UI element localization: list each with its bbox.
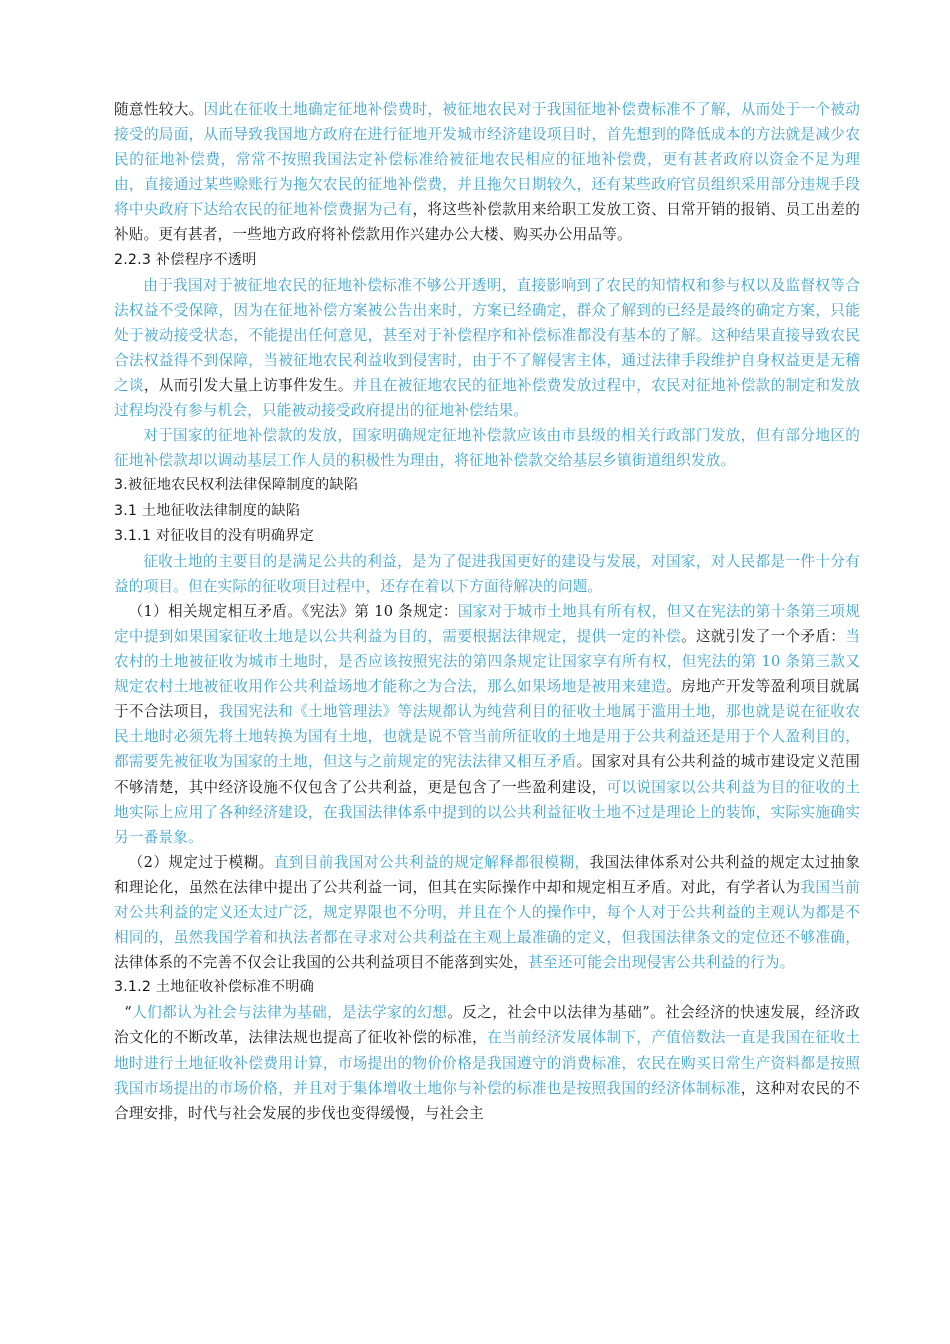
heading-3: 3.被征地农民权利法律保障制度的缺陷 (114, 477, 359, 494)
text-run: “ (124, 1004, 132, 1022)
text-run: 法律体系的不完善不仅会让我国的公共利益项目不能落到实处， (114, 954, 529, 972)
text-run: 我国法律体系对公共利益的规定太过抽象和理论化，虽然在法律中提出了公共利益一词，但其在实际操作中却和规定相互矛盾 (114, 853, 860, 896)
paragraph-6 (114, 850, 860, 975)
text-run: ，将这些补偿款用来给职工发放工资、日常开销的报销、员工出差的补贴。更有甚者，一些地方政府将补偿款用作兴建办公大楼、购买办公用品等。 (114, 201, 860, 244)
highlighted-text-run: 由于我国对于被征地农民的征地补偿标准不够公开透明，直接影响到了农民的知情权和参与权以及监督权等合法权益不受保障，因为在征地补偿方案被公告出来时，方案已经确定，群众了解到的已经是最终的确定方案，只能处于被动接受状态，不能提出任何意见，甚至对于补偿程序和补偿标准都没有基本的了解。这种结果直接导致农民合法权益得不到保障，当被征地农民利益收到侵害时，由于不了解侵害主体，通过法律手段维护自身权益更是无稽之谈 (114, 276, 860, 395)
document-page (114, 97, 860, 1126)
highlighted-text-run: 人们都认为社会与法律为基础，是法学家的幻想 (131, 1004, 448, 1022)
text-run: （1）相关规定相互矛盾。《宪法》第 10 条规定： (128, 602, 458, 620)
text-run: 。国家对具有公共利益的城市建设定义范围不够清楚，其中经济设施不仅包含了公共利益，更是包含了一些盈利建设， (114, 753, 860, 796)
highlighted-text-run: 可以说国家以公共利益为目的征收的土地实际上应用了各种经济建设，在我国法律体系中提到的以公共利益征收土地不过是理论上的装饰，实际实施确实另一番景象。 (114, 778, 860, 846)
text-run: 。房地产开发等盈利项目就属于不合法项目， (114, 678, 861, 721)
text-run: （2）规定过于模糊。 (128, 853, 274, 871)
heading-3-1-2: 3.1.2 土地征收补偿标准不明确 (114, 979, 315, 996)
highlighted-text-run: 国家对于城市土地具有所有权，但又在宪法的第十条第三项规定中提到如果国家征收土地是以公共利益为目的，需要根据法律规定，提供一定的补偿 (114, 602, 861, 645)
highlighted-text-run: 因此在征收土地确定征地补偿费时，被征地农民对于我国征地补偿费标准不了解，从而处于一个被动接受的局面，从而导致我国地方政府在进行征地开发城市经济建设项目时，首先想到的降低成本的方法就是减少农民的征地补偿费，常常不按照我国法定补偿标准给被征地农民相应的征地补偿费，更有甚者政府以资金不足为理由，直接通过某些赊账行为拖欠农民的征地补偿费，并且拖欠日期较久，还有某些政府官员组织采用部分违规手段将中央政府下达给农民的征地补偿费据为己有 (114, 101, 861, 219)
paragraph-2 (114, 273, 860, 424)
text-run: 。对此，有学者认为 (666, 878, 801, 896)
paragraph-4 (114, 549, 860, 599)
highlighted-text-run: 在当前经济发展体制下，产值倍数法一直是我国在征收土地时进行土地征收补偿费用计算，市场提出的物价价格是我国遵守的消费标准，农民在购买日常生产资料都是按照我国市场提出的市场价格，并且对于集体增收土地你与补偿的标准也是按照我国的经济体制标准 (114, 1029, 860, 1097)
heading-3-1: 3.1 土地征收法律制度的缺陷 (114, 502, 301, 519)
paragraph-3 (114, 423, 860, 473)
heading-3-1-1: 3.1.1 对征收目的没有明确界定 (114, 527, 315, 544)
highlighted-text-run: 对于国家的征地补偿款的发放，国家明确规定征地补偿款应该由市县级的相关行政部门发放，但有部分地区的征地补偿款却以调动基层工作人员的积极性为理由，将征地补偿款交给基层乡镇街道组织发放。 (114, 427, 860, 470)
highlighted-text-run: 直到目前我国对公共利益的规定解释都很模糊， (273, 853, 590, 871)
highlighted-text-run: 征收土地的主要目的是满足公共的利益，是为了促进我国更好的建设与发展，对国家，对人民都是一件十分有益的项目。但在实际的征收项目过程中，还存在着以下方面待解决的问题。 (114, 552, 860, 595)
text-run: 随意性较大。 (114, 101, 204, 118)
highlighted-text-run: 当农村的土地被征收为城市土地时，是否应该按照宪法的第四条规定让国家享有所有权，但宪法的第 10 条第三款又规定农村土地被征收用作公共利益场地才能称之为合法，那么如果场地是被用来建造 (114, 627, 861, 696)
highlighted-text-run: 并且在被征地农民的征地补偿费发放过程中，农民对征地补偿款的制定和发放过程均没有参与机会，只能被动接受政府提出的征地补偿结果。 (114, 377, 861, 420)
paragraph-7 (114, 1000, 860, 1125)
text-run: 。这就引发了一个矛盾： (681, 627, 846, 645)
highlighted-text-run: 甚至还可能会出现侵害公共利益的行为。 (528, 954, 795, 972)
text-run: 。反之，社会中以法律为基础”。社会经济的快速发展，经济政治文化的不断改革，法律法规也提高了征收补偿的标准， (114, 1004, 860, 1047)
paragraph-5 (114, 599, 860, 850)
highlighted-text-run: 我国宪法和《土地管理法》等法规都认为纯营利目的征收土地属于滥用土地，那也就是说在征收农民土地时必须先将土地转换为国有土地，也就是说不管当前所征收的土地是用于公共利益还是用于个人盈利目的，都需要先被征收为国家的土地，但这与之前规定的宪法法律又相互矛盾 (114, 703, 861, 771)
heading-2-2-3: 2.2.3 补偿程序不透明 (114, 251, 257, 268)
paragraph-1 (114, 97, 860, 248)
highlighted-text-run: 我国当前对公共利益的定义还太过广泛，规定界限也不分明，并且在个人的操作中，每个人对于公共利益的主观认为都是不相同的，虽然我国学着和执法者都在寻求对公共利益在主观上最准确的定义，但我国法律条文的定位还不够准确， (114, 878, 860, 947)
text-run: ，这种对农民的不合理安排，时代与社会发展的步伐也变得缓慢，与社会主 (114, 1079, 861, 1122)
text-run: ，从而引发大量上访事件发生。 (143, 377, 353, 395)
